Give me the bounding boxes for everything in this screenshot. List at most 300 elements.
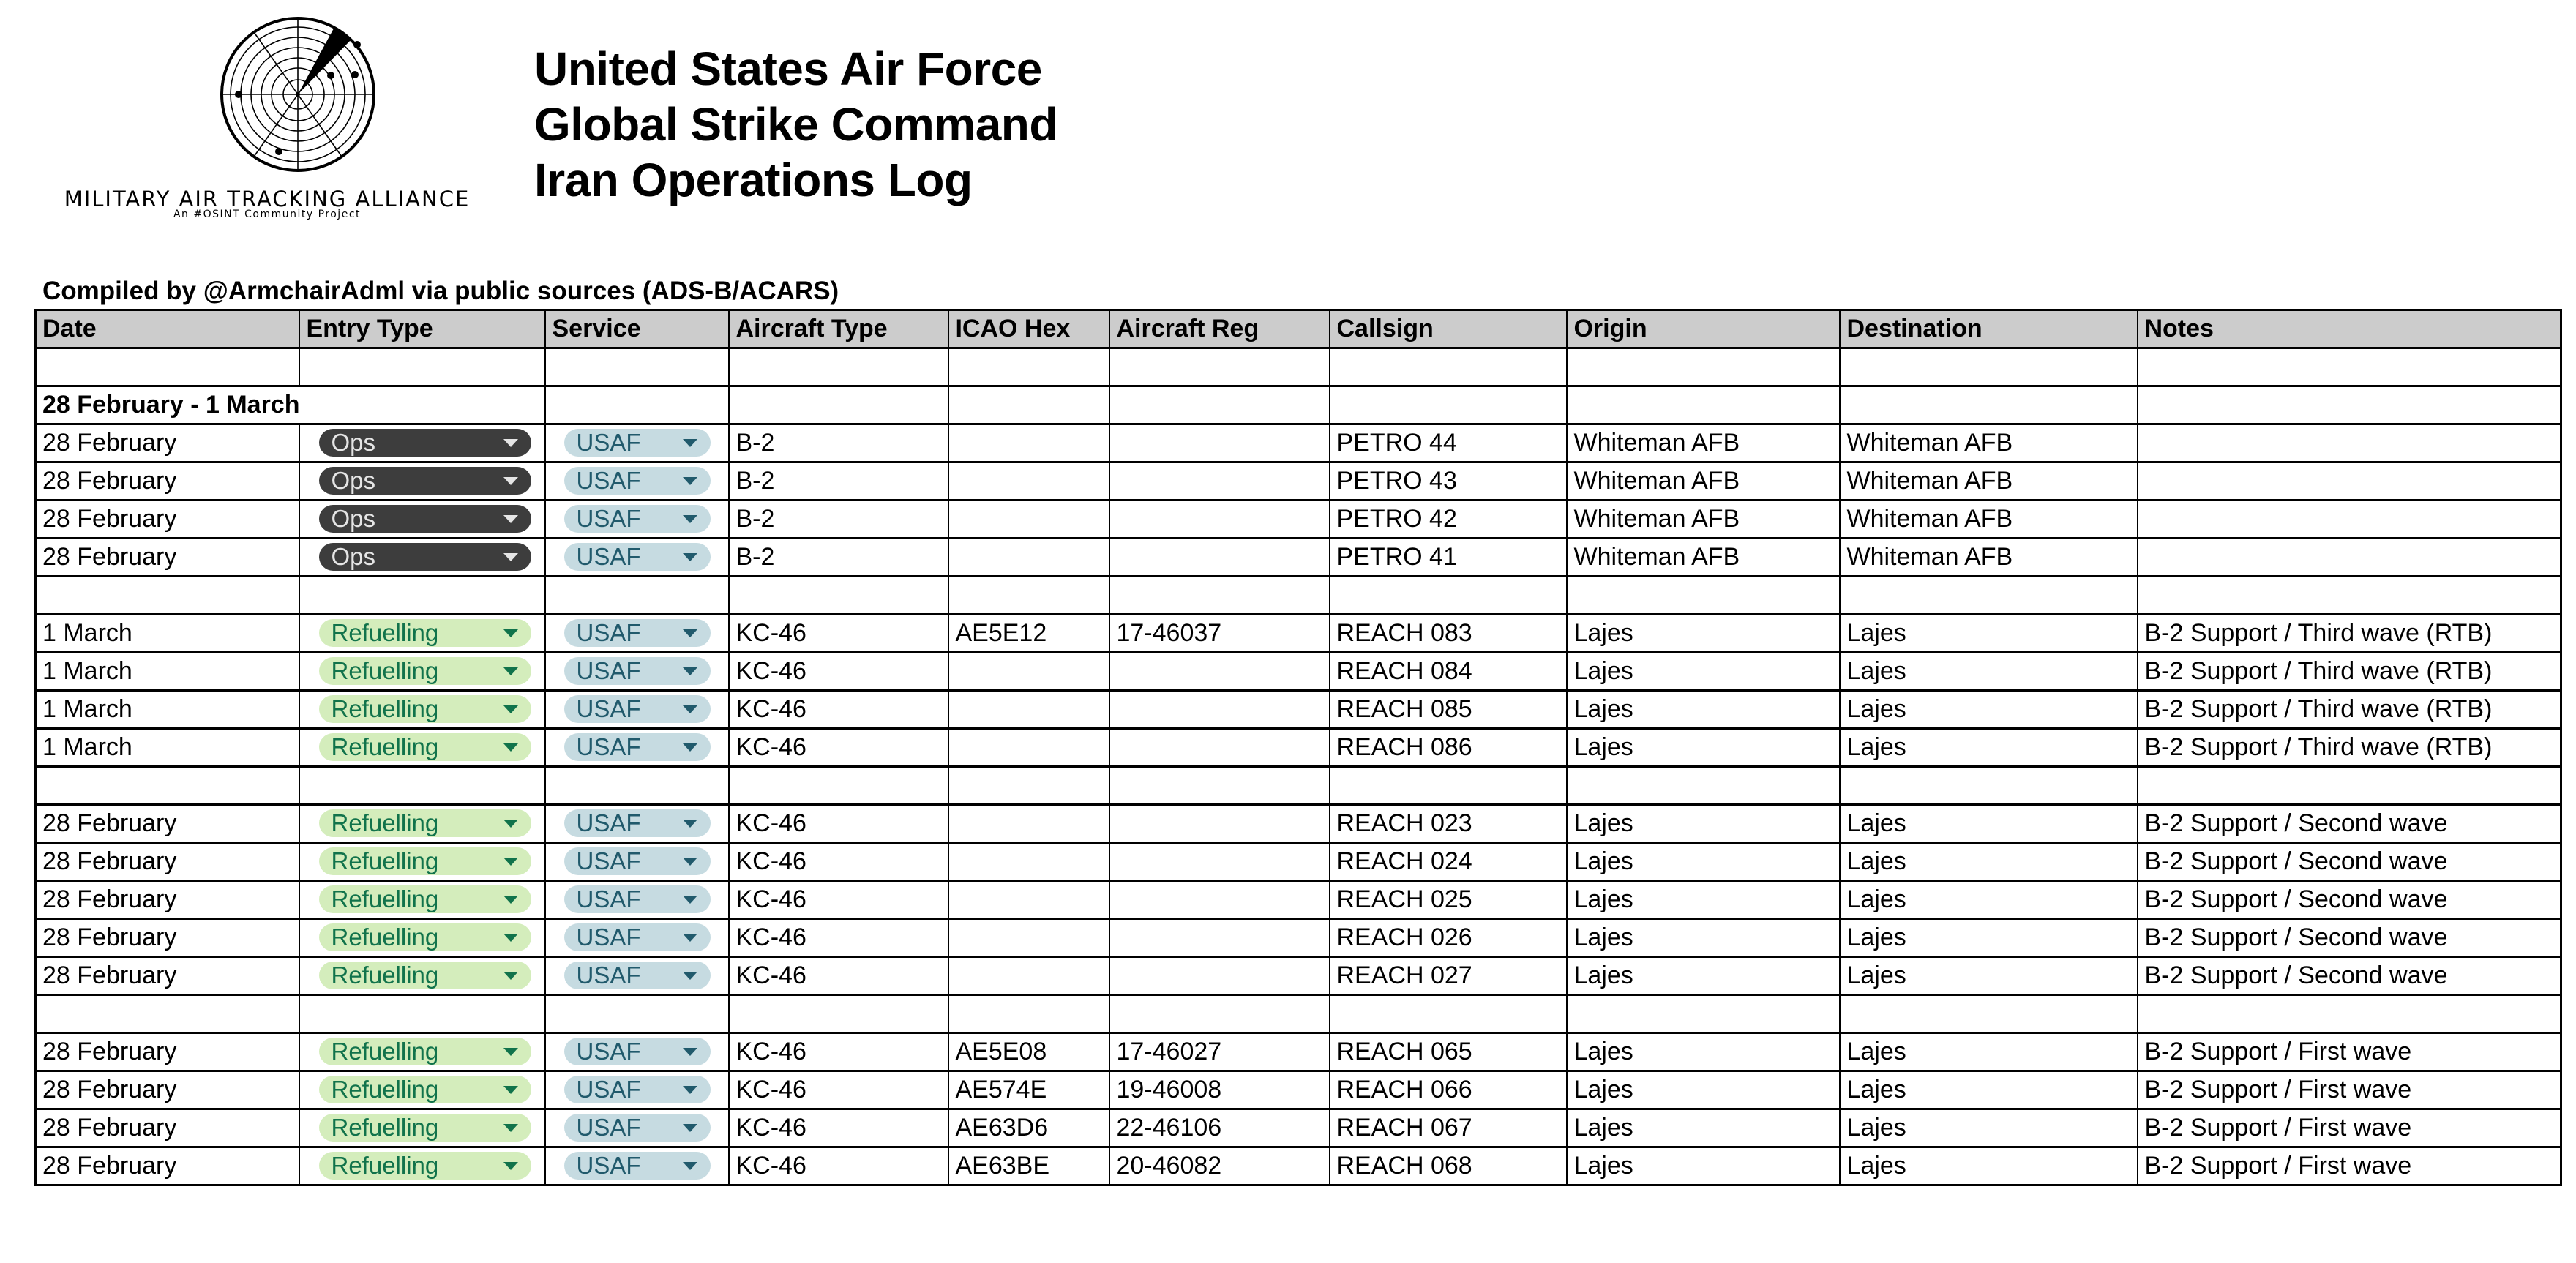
cell-icao-hex[interactable]: [948, 957, 1109, 995]
chevron-down-icon[interactable]: [683, 972, 697, 980]
cell-icao-hex[interactable]: [948, 919, 1109, 957]
cell-origin[interactable]: Lajes: [1567, 691, 1840, 729]
cell-service[interactable]: [545, 805, 729, 843]
cell-origin[interactable]: Lajes: [1567, 805, 1840, 843]
cell-icao-hex[interactable]: [948, 501, 1109, 539]
chevron-down-icon[interactable]: [503, 972, 518, 980]
cell-aircraft-type[interactable]: KC-46: [729, 1109, 948, 1147]
service-dropdown[interactable]: [564, 695, 711, 723]
cell-notes[interactable]: B-2 Support / Third wave (RTB): [2138, 653, 2561, 691]
cell-aircraft-reg[interactable]: [1109, 501, 1330, 539]
cell-notes[interactable]: [2138, 424, 2561, 462]
cell-callsign[interactable]: REACH 023: [1330, 805, 1567, 843]
table-row: [36, 539, 2561, 577]
chevron-down-icon[interactable]: [683, 705, 697, 713]
cell-service[interactable]: [545, 653, 729, 691]
chevron-down-icon[interactable]: [683, 439, 697, 447]
empty-cell[interactable]: [1567, 767, 1840, 805]
empty-cell[interactable]: [36, 577, 300, 615]
chevron-down-icon[interactable]: [503, 439, 518, 447]
cell-destination[interactable]: Lajes: [1840, 1109, 2138, 1147]
entry-type-dropdown[interactable]: [319, 847, 531, 875]
empty-cell[interactable]: [299, 767, 545, 805]
cell-date[interactable]: 28 February: [36, 805, 300, 843]
cell-aircraft-reg[interactable]: [1109, 424, 1330, 462]
cell-aircraft-type[interactable]: KC-46: [729, 881, 948, 919]
cell-destination[interactable]: Lajes: [1840, 729, 2138, 767]
cell-service[interactable]: [545, 957, 729, 995]
chevron-down-icon[interactable]: [683, 515, 697, 523]
cell-callsign[interactable]: REACH 024: [1330, 843, 1567, 881]
cell-notes[interactable]: B-2 Support / Second wave: [2138, 957, 2561, 995]
cell-aircraft-type[interactable]: KC-46: [729, 729, 948, 767]
empty-cell[interactable]: [948, 767, 1109, 805]
empty-cell[interactable]: [1330, 386, 1567, 424]
empty-cell[interactable]: [729, 577, 948, 615]
empty-cell[interactable]: [1840, 995, 2138, 1033]
chevron-down-icon[interactable]: [683, 553, 697, 561]
empty-cell[interactable]: [2138, 348, 2561, 386]
cell-callsign[interactable]: PETRO 42: [1330, 501, 1567, 539]
empty-cell[interactable]: [1840, 386, 2138, 424]
cell-origin[interactable]: Lajes: [1567, 1071, 1840, 1109]
cell-aircraft-reg[interactable]: 22-46106: [1109, 1109, 1330, 1147]
cell-aircraft-reg[interactable]: [1109, 539, 1330, 577]
cell-origin[interactable]: Lajes: [1567, 729, 1840, 767]
cell-origin[interactable]: Lajes: [1567, 615, 1840, 653]
chevron-down-icon[interactable]: [503, 858, 518, 866]
cell-icao-hex[interactable]: [948, 653, 1109, 691]
cell-date[interactable]: 28 February: [36, 1147, 300, 1185]
cell-entry-type[interactable]: [299, 1071, 545, 1109]
cell-icao-hex[interactable]: [948, 424, 1109, 462]
cell-service[interactable]: [545, 501, 729, 539]
cell-destination[interactable]: Whiteman AFB: [1840, 462, 2138, 501]
cell-date[interactable]: 28 February: [36, 843, 300, 881]
service-dropdown[interactable]: [564, 429, 711, 457]
cell-callsign[interactable]: REACH 067: [1330, 1109, 1567, 1147]
empty-cell[interactable]: [545, 577, 729, 615]
chevron-down-icon[interactable]: [503, 553, 518, 561]
empty-cell[interactable]: [948, 386, 1109, 424]
cell-aircraft-reg[interactable]: [1109, 691, 1330, 729]
service-dropdown[interactable]: [564, 467, 711, 495]
service-dropdown[interactable]: [564, 733, 711, 761]
cell-service[interactable]: [545, 462, 729, 501]
empty-cell[interactable]: [729, 767, 948, 805]
cell-entry-type[interactable]: [299, 1033, 545, 1071]
empty-cell[interactable]: [299, 577, 545, 615]
cell-notes[interactable]: [2138, 462, 2561, 501]
chevron-down-icon[interactable]: [683, 858, 697, 866]
chevron-down-icon[interactable]: [503, 1124, 518, 1132]
cell-destination[interactable]: Whiteman AFB: [1840, 539, 2138, 577]
cell-aircraft-reg[interactable]: 20-46082: [1109, 1147, 1330, 1185]
cell-aircraft-type[interactable]: B-2: [729, 539, 948, 577]
entry-type-dropdown[interactable]: [319, 657, 531, 685]
column-header-destination[interactable]: Destination: [1840, 310, 2138, 348]
entry-type-dropdown[interactable]: [319, 733, 531, 761]
cell-aircraft-reg[interactable]: [1109, 729, 1330, 767]
cell-destination[interactable]: Lajes: [1840, 805, 2138, 843]
cell-callsign[interactable]: REACH 025: [1330, 881, 1567, 919]
chevron-down-icon[interactable]: [503, 705, 518, 713]
cell-date[interactable]: 28 February: [36, 1071, 300, 1109]
cell-service[interactable]: [545, 424, 729, 462]
cell-destination[interactable]: Whiteman AFB: [1840, 501, 2138, 539]
cell-date[interactable]: 1 March: [36, 691, 300, 729]
service-dropdown[interactable]: [564, 923, 711, 951]
empty-cell[interactable]: [36, 995, 300, 1033]
empty-cell[interactable]: [299, 995, 545, 1033]
cell-notes[interactable]: B-2 Support / First wave: [2138, 1071, 2561, 1109]
entry-type-dropdown[interactable]: [319, 429, 531, 457]
cell-origin[interactable]: Lajes: [1567, 653, 1840, 691]
cell-origin[interactable]: Whiteman AFB: [1567, 501, 1840, 539]
cell-date[interactable]: 28 February: [36, 501, 300, 539]
cell-entry-type[interactable]: [299, 843, 545, 881]
cell-callsign[interactable]: REACH 086: [1330, 729, 1567, 767]
cell-entry-type[interactable]: [299, 539, 545, 577]
empty-cell[interactable]: [1840, 577, 2138, 615]
entry-type-dropdown[interactable]: [319, 695, 531, 723]
cell-aircraft-reg[interactable]: [1109, 805, 1330, 843]
empty-cell[interactable]: [36, 767, 300, 805]
cell-origin[interactable]: Lajes: [1567, 881, 1840, 919]
cell-callsign[interactable]: REACH 083: [1330, 615, 1567, 653]
cell-date[interactable]: 1 March: [36, 653, 300, 691]
cell-notes[interactable]: [2138, 539, 2561, 577]
service-dropdown[interactable]: [564, 809, 711, 837]
cell-notes[interactable]: B-2 Support / First wave: [2138, 1109, 2561, 1147]
cell-aircraft-reg[interactable]: 17-46027: [1109, 1033, 1330, 1071]
cell-destination[interactable]: Lajes: [1840, 1071, 2138, 1109]
cell-service[interactable]: [545, 1147, 729, 1185]
entry-type-dropdown[interactable]: [319, 467, 531, 495]
service-dropdown[interactable]: [564, 543, 711, 571]
cell-origin[interactable]: Lajes: [1567, 1109, 1840, 1147]
cell-service[interactable]: [545, 919, 729, 957]
chevron-down-icon[interactable]: [503, 934, 518, 942]
cell-notes[interactable]: B-2 Support / First wave: [2138, 1033, 2561, 1071]
cell-origin[interactable]: Lajes: [1567, 919, 1840, 957]
empty-cell[interactable]: [948, 577, 1109, 615]
chevron-down-icon[interactable]: [503, 1048, 518, 1056]
entry-type-dropdown[interactable]: [319, 1114, 531, 1142]
cell-icao-hex[interactable]: [948, 539, 1109, 577]
cell-aircraft-type[interactable]: KC-46: [729, 615, 948, 653]
service-dropdown[interactable]: [564, 962, 711, 989]
cell-aircraft-reg[interactable]: 17-46037: [1109, 615, 1330, 653]
empty-cell[interactable]: [948, 995, 1109, 1033]
cell-entry-type[interactable]: [299, 615, 545, 653]
cell-destination[interactable]: Lajes: [1840, 843, 2138, 881]
cell-entry-type[interactable]: [299, 424, 545, 462]
cell-origin[interactable]: Whiteman AFB: [1567, 424, 1840, 462]
cell-icao-hex[interactable]: [948, 462, 1109, 501]
column-header-aircraft-type[interactable]: Aircraft Type: [729, 310, 948, 348]
cell-aircraft-reg[interactable]: [1109, 881, 1330, 919]
empty-cell[interactable]: [1567, 348, 1840, 386]
cell-entry-type[interactable]: [299, 653, 545, 691]
column-header-date[interactable]: Date: [36, 310, 300, 348]
cell-date[interactable]: 28 February: [36, 1109, 300, 1147]
cell-aircraft-type[interactable]: KC-46: [729, 1147, 948, 1185]
empty-cell[interactable]: [36, 348, 300, 386]
entry-type-dropdown[interactable]: [319, 885, 531, 913]
cell-date[interactable]: 1 March: [36, 729, 300, 767]
empty-cell[interactable]: [2138, 577, 2561, 615]
cell-destination[interactable]: Lajes: [1840, 653, 2138, 691]
service-dropdown[interactable]: [564, 505, 711, 533]
cell-aircraft-type[interactable]: KC-46: [729, 1033, 948, 1071]
cell-origin[interactable]: Whiteman AFB: [1567, 462, 1840, 501]
empty-cell[interactable]: [545, 348, 729, 386]
service-dropdown[interactable]: [564, 619, 711, 647]
cell-aircraft-type[interactable]: KC-46: [729, 1071, 948, 1109]
cell-destination[interactable]: Lajes: [1840, 919, 2138, 957]
cell-callsign[interactable]: REACH 026: [1330, 919, 1567, 957]
empty-cell[interactable]: [1109, 577, 1330, 615]
cell-aircraft-type[interactable]: B-2: [729, 501, 948, 539]
chevron-down-icon[interactable]: [683, 667, 697, 675]
service-dropdown[interactable]: [564, 1114, 711, 1142]
column-header-notes[interactable]: Notes: [2138, 310, 2561, 348]
cell-destination[interactable]: Lajes: [1840, 1033, 2138, 1071]
service-dropdown[interactable]: [564, 657, 711, 685]
empty-cell[interactable]: [545, 767, 729, 805]
cell-date[interactable]: 28 February: [36, 539, 300, 577]
cell-icao-hex[interactable]: AE63BE: [948, 1147, 1109, 1185]
chevron-down-icon[interactable]: [503, 477, 518, 485]
empty-cell[interactable]: [299, 348, 545, 386]
chevron-down-icon[interactable]: [683, 1086, 697, 1094]
empty-cell[interactable]: [1840, 767, 2138, 805]
entry-type-dropdown[interactable]: [319, 1076, 531, 1103]
chevron-down-icon[interactable]: [503, 667, 518, 675]
cell-icao-hex[interactable]: AE5E08: [948, 1033, 1109, 1071]
chevron-down-icon[interactable]: [503, 743, 518, 752]
cell-entry-type[interactable]: [299, 1109, 545, 1147]
service-dropdown[interactable]: [564, 847, 711, 875]
chevron-down-icon[interactable]: [503, 629, 518, 637]
cell-entry-type[interactable]: [299, 1147, 545, 1185]
radar-icon: [220, 16, 376, 173]
chevron-down-icon[interactable]: [503, 820, 518, 828]
chevron-down-icon[interactable]: [683, 896, 697, 904]
empty-cell[interactable]: [1330, 348, 1567, 386]
cell-aircraft-type[interactable]: KC-46: [729, 919, 948, 957]
cell-aircraft-reg[interactable]: [1109, 919, 1330, 957]
cell-aircraft-reg[interactable]: [1109, 653, 1330, 691]
cell-entry-type[interactable]: [299, 805, 545, 843]
chevron-down-icon[interactable]: [683, 477, 697, 485]
column-header-service[interactable]: Service: [545, 310, 729, 348]
cell-callsign[interactable]: REACH 068: [1330, 1147, 1567, 1185]
cell-notes[interactable]: B-2 Support / Third wave (RTB): [2138, 615, 2561, 653]
chevron-down-icon[interactable]: [683, 934, 697, 942]
entry-type-dropdown[interactable]: [319, 543, 531, 571]
column-header-callsign[interactable]: Callsign: [1330, 310, 1567, 348]
cell-service[interactable]: [545, 881, 729, 919]
cell-notes[interactable]: B-2 Support / Second wave: [2138, 843, 2561, 881]
cell-entry-type[interactable]: [299, 919, 545, 957]
cell-origin[interactable]: Lajes: [1567, 957, 1840, 995]
empty-cell[interactable]: [1330, 767, 1567, 805]
cell-icao-hex[interactable]: AE5E12: [948, 615, 1109, 653]
cell-service[interactable]: [545, 1109, 729, 1147]
cell-service[interactable]: [545, 615, 729, 653]
empty-cell[interactable]: [729, 348, 948, 386]
cell-icao-hex[interactable]: [948, 805, 1109, 843]
cell-origin[interactable]: Lajes: [1567, 1147, 1840, 1185]
entry-type-dropdown[interactable]: [319, 505, 531, 533]
cell-destination[interactable]: Lajes: [1840, 881, 2138, 919]
group-label[interactable]: 28 February - 1 March: [36, 386, 300, 424]
empty-cell[interactable]: [1330, 995, 1567, 1033]
empty-cell[interactable]: [545, 995, 729, 1033]
cell-origin[interactable]: Lajes: [1567, 1033, 1840, 1071]
cell-icao-hex[interactable]: AE63D6: [948, 1109, 1109, 1147]
cell-aircraft-type[interactable]: KC-46: [729, 653, 948, 691]
cell-callsign[interactable]: REACH 084: [1330, 653, 1567, 691]
cell-aircraft-type[interactable]: B-2: [729, 424, 948, 462]
empty-cell[interactable]: [1109, 995, 1330, 1033]
cell-aircraft-reg[interactable]: [1109, 843, 1330, 881]
cell-destination[interactable]: Whiteman AFB: [1840, 424, 2138, 462]
cell-destination[interactable]: Lajes: [1840, 1147, 2138, 1185]
cell-service[interactable]: [545, 1033, 729, 1071]
entry-type-dropdown[interactable]: [319, 962, 531, 989]
cell-service[interactable]: [545, 729, 729, 767]
empty-cell[interactable]: [2138, 767, 2561, 805]
cell-aircraft-reg[interactable]: [1109, 957, 1330, 995]
entry-type-dropdown[interactable]: [319, 1038, 531, 1065]
cell-origin[interactable]: Lajes: [1567, 843, 1840, 881]
cell-icao-hex[interactable]: AE574E: [948, 1071, 1109, 1109]
empty-cell[interactable]: [1109, 348, 1330, 386]
chevron-down-icon[interactable]: [683, 820, 697, 828]
empty-cell[interactable]: [1567, 577, 1840, 615]
cell-entry-type[interactable]: [299, 729, 545, 767]
cell-icao-hex[interactable]: [948, 729, 1109, 767]
chevron-down-icon[interactable]: [503, 1086, 518, 1094]
empty-cell[interactable]: [1567, 386, 1840, 424]
cell-icao-hex[interactable]: [948, 691, 1109, 729]
column-header-icao-hex[interactable]: ICAO Hex: [948, 310, 1109, 348]
cell-notes[interactable]: B-2 Support / Second wave: [2138, 881, 2561, 919]
empty-cell[interactable]: [1109, 386, 1330, 424]
cell-callsign[interactable]: REACH 085: [1330, 691, 1567, 729]
service-dropdown[interactable]: [564, 885, 711, 913]
cell-date[interactable]: 28 February: [36, 919, 300, 957]
chevron-down-icon[interactable]: [683, 1124, 697, 1132]
cell-entry-type[interactable]: [299, 462, 545, 501]
cell-aircraft-type[interactable]: KC-46: [729, 691, 948, 729]
empty-cell[interactable]: [299, 386, 545, 424]
chevron-down-icon[interactable]: [683, 629, 697, 637]
chevron-down-icon[interactable]: [683, 743, 697, 752]
cell-entry-type[interactable]: [299, 881, 545, 919]
empty-cell[interactable]: [1330, 577, 1567, 615]
cell-date[interactable]: 28 February: [36, 1033, 300, 1071]
cell-aircraft-type[interactable]: KC-46: [729, 843, 948, 881]
cell-callsign[interactable]: REACH 066: [1330, 1071, 1567, 1109]
cell-callsign[interactable]: PETRO 41: [1330, 539, 1567, 577]
cell-callsign[interactable]: PETRO 43: [1330, 462, 1567, 501]
empty-cell[interactable]: [1109, 767, 1330, 805]
chevron-down-icon[interactable]: [503, 896, 518, 904]
cell-notes[interactable]: B-2 Support / Third wave (RTB): [2138, 691, 2561, 729]
cell-callsign[interactable]: PETRO 44: [1330, 424, 1567, 462]
empty-cell[interactable]: [1567, 995, 1840, 1033]
cell-date[interactable]: 28 February: [36, 424, 300, 462]
cell-entry-type[interactable]: [299, 691, 545, 729]
cell-callsign[interactable]: REACH 027: [1330, 957, 1567, 995]
empty-cell[interactable]: [2138, 995, 2561, 1033]
cell-callsign[interactable]: REACH 065: [1330, 1033, 1567, 1071]
cell-aircraft-type[interactable]: KC-46: [729, 957, 948, 995]
cell-date[interactable]: 1 March: [36, 615, 300, 653]
chevron-down-icon[interactable]: [503, 1162, 518, 1170]
cell-service[interactable]: [545, 1071, 729, 1109]
cell-destination[interactable]: Lajes: [1840, 957, 2138, 995]
empty-cell[interactable]: [729, 995, 948, 1033]
column-header-aircraft-reg[interactable]: Aircraft Reg: [1109, 310, 1330, 348]
cell-date[interactable]: 28 February: [36, 881, 300, 919]
empty-cell[interactable]: [948, 348, 1109, 386]
cell-service[interactable]: [545, 843, 729, 881]
entry-type-dropdown[interactable]: [319, 809, 531, 837]
cell-destination[interactable]: Lajes: [1840, 691, 2138, 729]
cell-icao-hex[interactable]: [948, 843, 1109, 881]
cell-date[interactable]: 28 February: [36, 957, 300, 995]
cell-notes[interactable]: B-2 Support / Third wave (RTB): [2138, 729, 2561, 767]
entry-type-dropdown[interactable]: [319, 619, 531, 647]
cell-icao-hex[interactable]: [948, 881, 1109, 919]
service-dropdown[interactable]: [564, 1076, 711, 1103]
empty-cell[interactable]: [2138, 386, 2561, 424]
entry-type-dropdown[interactable]: [319, 923, 531, 951]
column-header-entry-type[interactable]: Entry Type: [299, 310, 545, 348]
empty-cell[interactable]: [1840, 348, 2138, 386]
cell-notes[interactable]: B-2 Support / Second wave: [2138, 919, 2561, 957]
cell-notes[interactable]: B-2 Support / Second wave: [2138, 805, 2561, 843]
cell-service[interactable]: [545, 539, 729, 577]
cell-aircraft-type[interactable]: KC-46: [729, 805, 948, 843]
cell-origin[interactable]: Whiteman AFB: [1567, 539, 1840, 577]
empty-cell[interactable]: [545, 386, 729, 424]
service-dropdown[interactable]: [564, 1038, 711, 1065]
cell-aircraft-reg[interactable]: 19-46008: [1109, 1071, 1330, 1109]
cell-entry-type[interactable]: [299, 957, 545, 995]
empty-cell[interactable]: [729, 386, 948, 424]
cell-notes[interactable]: [2138, 501, 2561, 539]
entry-type-dropdown[interactable]: [319, 1152, 531, 1180]
cell-entry-type[interactable]: [299, 501, 545, 539]
cell-aircraft-reg[interactable]: [1109, 462, 1330, 501]
cell-destination[interactable]: Lajes: [1840, 615, 2138, 653]
cell-service[interactable]: [545, 691, 729, 729]
cell-aircraft-type[interactable]: B-2: [729, 462, 948, 501]
cell-notes[interactable]: B-2 Support / First wave: [2138, 1147, 2561, 1185]
cell-date[interactable]: 28 February: [36, 462, 300, 501]
service-dropdown[interactable]: [564, 1152, 711, 1180]
chevron-down-icon[interactable]: [683, 1162, 697, 1170]
chevron-down-icon[interactable]: [503, 515, 518, 523]
chevron-down-icon[interactable]: [683, 1048, 697, 1056]
column-header-origin[interactable]: Origin: [1567, 310, 1840, 348]
